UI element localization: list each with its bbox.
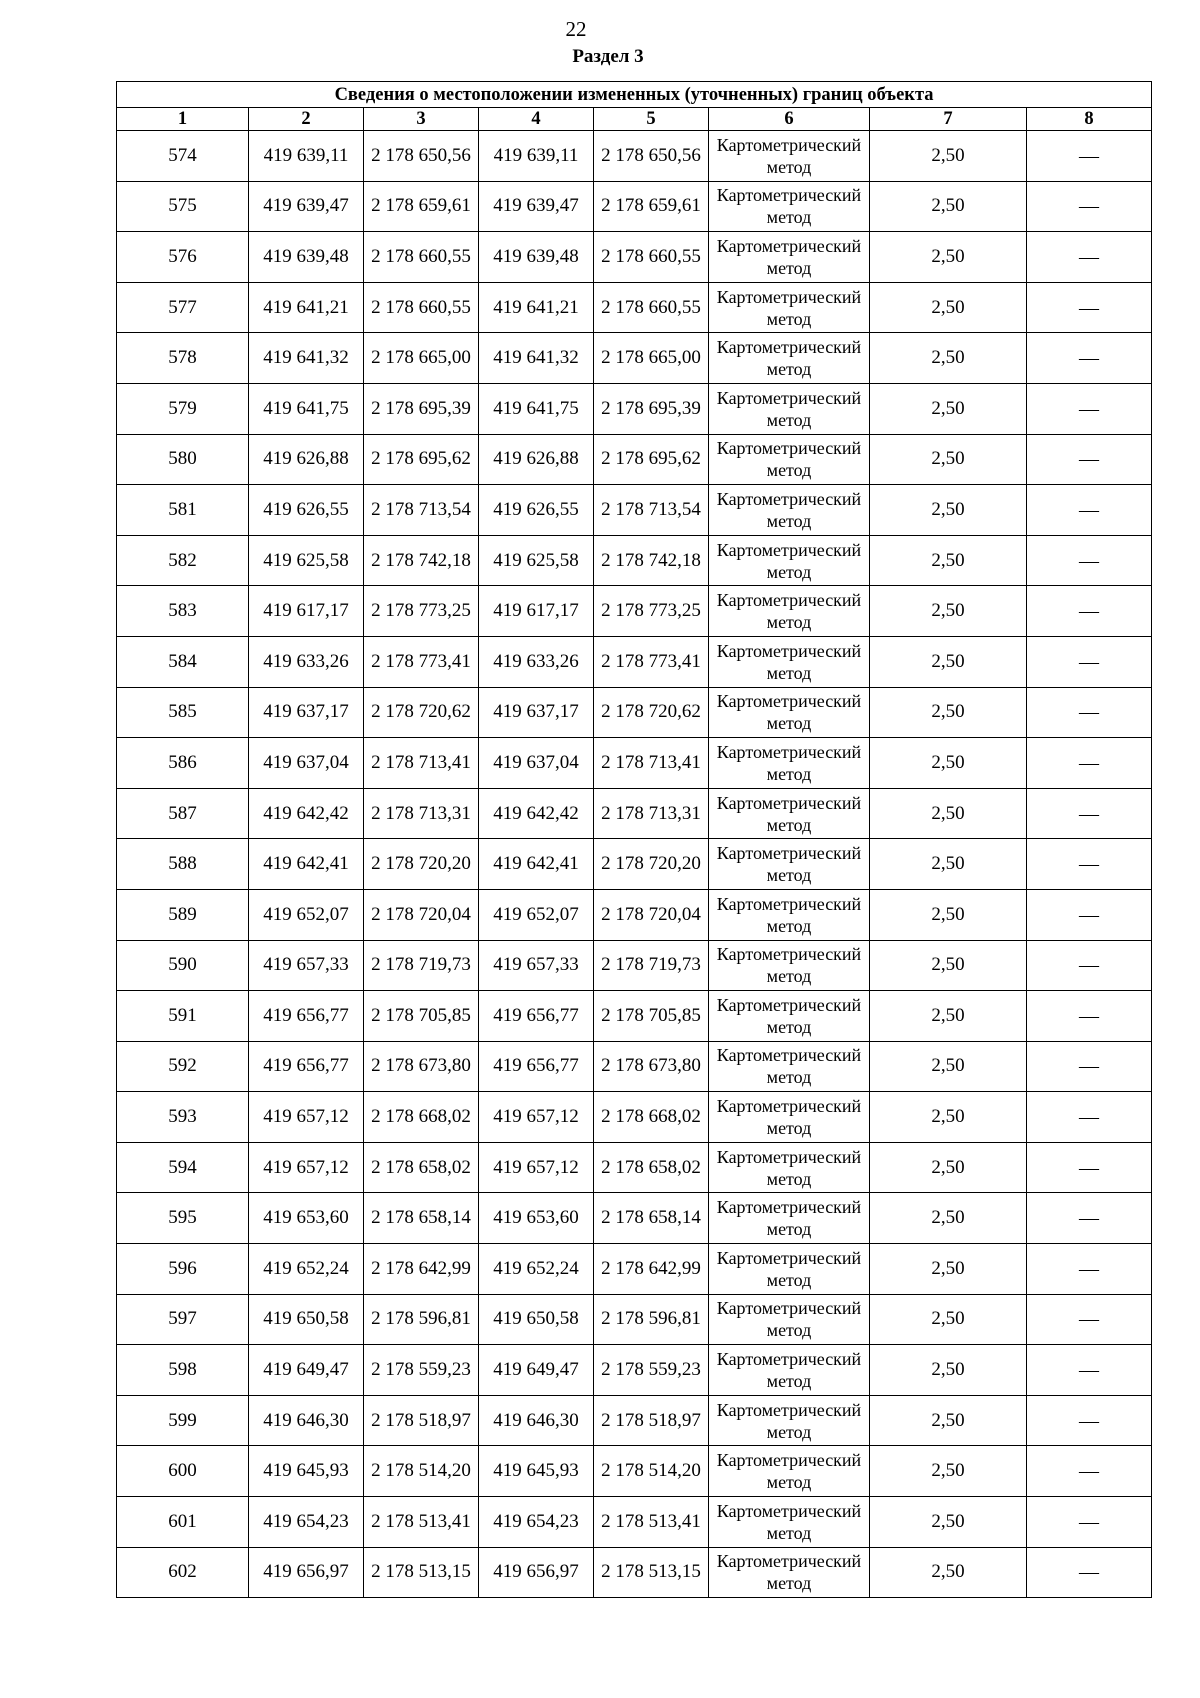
table-row — [117, 181, 1152, 232]
point-number-cell: 583 — [117, 586, 249, 637]
accuracy-cell: 2,50 — [870, 1446, 1027, 1497]
point-number-cell: 597 — [117, 1294, 249, 1345]
method-cell: Картометрический метод — [709, 1041, 870, 1092]
table-row — [117, 889, 1152, 940]
refined-x-cell: 419 656,97 — [479, 1547, 594, 1598]
existing-x-cell: 419 637,04 — [249, 738, 364, 789]
existing-x-cell: 419 649,47 — [249, 1345, 364, 1396]
description-cell: — — [1027, 1092, 1152, 1143]
existing-y-cell: 2 178 659,61 — [364, 181, 479, 232]
accuracy-cell: 2,50 — [870, 1395, 1027, 1446]
column-header: 8 — [1027, 108, 1152, 131]
refined-x-cell: 419 646,30 — [479, 1395, 594, 1446]
refined-y-cell: 2 178 713,54 — [594, 485, 709, 536]
existing-y-cell: 2 178 658,14 — [364, 1193, 479, 1244]
point-number-cell: 575 — [117, 181, 249, 232]
refined-x-cell: 419 645,93 — [479, 1446, 594, 1497]
description-cell: — — [1027, 1244, 1152, 1295]
table-row — [117, 1395, 1152, 1446]
method-cell: Картометрический метод — [709, 282, 870, 333]
description-cell: — — [1027, 940, 1152, 991]
table-row — [117, 1294, 1152, 1345]
point-number-cell: 585 — [117, 687, 249, 738]
accuracy-cell: 2,50 — [870, 991, 1027, 1042]
point-number-cell: 586 — [117, 738, 249, 789]
method-cell: Картометрический метод — [709, 1294, 870, 1345]
method-cell: Картометрический метод — [709, 1193, 870, 1244]
refined-y-cell: 2 178 742,18 — [594, 535, 709, 586]
refined-x-cell: 419 654,23 — [479, 1497, 594, 1548]
refined-y-cell: 2 178 513,41 — [594, 1497, 709, 1548]
refined-x-cell: 419 653,60 — [479, 1193, 594, 1244]
description-cell: — — [1027, 333, 1152, 384]
method-cell: Картометрический метод — [709, 383, 870, 434]
point-number-cell: 591 — [117, 991, 249, 1042]
refined-y-cell: 2 178 660,55 — [594, 282, 709, 333]
description-cell: — — [1027, 1193, 1152, 1244]
description-cell: — — [1027, 434, 1152, 485]
method-cell: Картометрический метод — [709, 1547, 870, 1598]
table-row — [117, 586, 1152, 637]
table-row — [117, 485, 1152, 536]
accuracy-cell: 2,50 — [870, 333, 1027, 384]
accuracy-cell: 2,50 — [870, 788, 1027, 839]
description-cell: — — [1027, 485, 1152, 536]
existing-y-cell: 2 178 713,54 — [364, 485, 479, 536]
method-cell: Картометрический метод — [709, 434, 870, 485]
existing-y-cell: 2 178 658,02 — [364, 1142, 479, 1193]
point-number-cell: 596 — [117, 1244, 249, 1295]
existing-x-cell: 419 656,77 — [249, 1041, 364, 1092]
refined-x-cell: 419 649,47 — [479, 1345, 594, 1396]
table-row — [117, 434, 1152, 485]
refined-x-cell: 419 639,47 — [479, 181, 594, 232]
refined-x-cell: 419 626,55 — [479, 485, 594, 536]
existing-y-cell: 2 178 695,39 — [364, 383, 479, 434]
accuracy-cell: 2,50 — [870, 1497, 1027, 1548]
existing-y-cell: 2 178 773,25 — [364, 586, 479, 637]
method-cell: Картометрический метод — [709, 991, 870, 1042]
method-cell: Картометрический метод — [709, 1244, 870, 1295]
accuracy-cell: 2,50 — [870, 1193, 1027, 1244]
existing-y-cell: 2 178 773,41 — [364, 636, 479, 687]
refined-x-cell: 419 656,77 — [479, 1041, 594, 1092]
existing-x-cell: 419 641,75 — [249, 383, 364, 434]
refined-x-cell: 419 652,24 — [479, 1244, 594, 1295]
refined-y-cell: 2 178 642,99 — [594, 1244, 709, 1295]
description-cell: — — [1027, 181, 1152, 232]
point-number-cell: 580 — [117, 434, 249, 485]
refined-x-cell: 419 652,07 — [479, 889, 594, 940]
description-cell: — — [1027, 232, 1152, 283]
existing-y-cell: 2 178 713,41 — [364, 738, 479, 789]
refined-x-cell: 419 639,48 — [479, 232, 594, 283]
refined-y-cell: 2 178 660,55 — [594, 232, 709, 283]
existing-x-cell: 419 645,93 — [249, 1446, 364, 1497]
existing-y-cell: 2 178 695,62 — [364, 434, 479, 485]
refined-x-cell: 419 657,33 — [479, 940, 594, 991]
existing-y-cell: 2 178 660,55 — [364, 282, 479, 333]
existing-x-cell: 419 654,23 — [249, 1497, 364, 1548]
description-cell: — — [1027, 687, 1152, 738]
refined-y-cell: 2 178 668,02 — [594, 1092, 709, 1143]
description-cell: — — [1027, 383, 1152, 434]
refined-y-cell: 2 178 514,20 — [594, 1446, 709, 1497]
accuracy-cell: 2,50 — [870, 131, 1027, 182]
method-cell: Картометрический метод — [709, 1497, 870, 1548]
refined-y-cell: 2 178 659,61 — [594, 181, 709, 232]
existing-y-cell: 2 178 518,97 — [364, 1395, 479, 1446]
refined-y-cell: 2 178 705,85 — [594, 991, 709, 1042]
existing-x-cell: 419 642,41 — [249, 839, 364, 890]
accuracy-cell: 2,50 — [870, 1345, 1027, 1396]
method-cell: Картометрический метод — [709, 535, 870, 586]
method-cell: Картометрический метод — [709, 181, 870, 232]
column-header: 3 — [364, 108, 479, 131]
accuracy-cell: 2,50 — [870, 687, 1027, 738]
table-header-row — [117, 108, 1152, 131]
existing-y-cell: 2 178 713,31 — [364, 788, 479, 839]
accuracy-cell: 2,50 — [870, 1244, 1027, 1295]
accuracy-cell: 2,50 — [870, 434, 1027, 485]
existing-y-cell: 2 178 742,18 — [364, 535, 479, 586]
refined-y-cell: 2 178 658,14 — [594, 1193, 709, 1244]
point-number-cell: 594 — [117, 1142, 249, 1193]
existing-x-cell: 419 639,47 — [249, 181, 364, 232]
description-cell: — — [1027, 738, 1152, 789]
refined-y-cell: 2 178 518,97 — [594, 1395, 709, 1446]
refined-x-cell: 419 650,58 — [479, 1294, 594, 1345]
method-cell: Картометрический метод — [709, 131, 870, 182]
point-number-cell: 598 — [117, 1345, 249, 1396]
method-cell: Картометрический метод — [709, 839, 870, 890]
accuracy-cell: 2,50 — [870, 535, 1027, 586]
description-cell: — — [1027, 1547, 1152, 1598]
accuracy-cell: 2,50 — [870, 282, 1027, 333]
refined-y-cell: 2 178 658,02 — [594, 1142, 709, 1193]
table-row — [117, 940, 1152, 991]
existing-x-cell: 419 657,33 — [249, 940, 364, 991]
table-row — [117, 333, 1152, 384]
point-number-cell: 593 — [117, 1092, 249, 1143]
table-row — [117, 1193, 1152, 1244]
refined-y-cell: 2 178 713,31 — [594, 788, 709, 839]
refined-x-cell: 419 626,88 — [479, 434, 594, 485]
boundary-coordinates-table — [116, 81, 1152, 1598]
accuracy-cell: 2,50 — [870, 181, 1027, 232]
existing-y-cell: 2 178 705,85 — [364, 991, 479, 1042]
point-number-cell: 587 — [117, 788, 249, 839]
point-number-cell: 577 — [117, 282, 249, 333]
method-cell: Картометрический метод — [709, 1446, 870, 1497]
refined-y-cell: 2 178 720,62 — [594, 687, 709, 738]
refined-y-cell: 2 178 695,39 — [594, 383, 709, 434]
existing-y-cell: 2 178 668,02 — [364, 1092, 479, 1143]
refined-y-cell: 2 178 513,15 — [594, 1547, 709, 1598]
table-caption-row — [117, 82, 1152, 108]
accuracy-cell: 2,50 — [870, 1092, 1027, 1143]
accuracy-cell: 2,50 — [870, 889, 1027, 940]
existing-x-cell: 419 626,88 — [249, 434, 364, 485]
description-cell: — — [1027, 1041, 1152, 1092]
existing-x-cell: 419 639,48 — [249, 232, 364, 283]
table-row — [117, 738, 1152, 789]
refined-x-cell: 419 642,41 — [479, 839, 594, 890]
refined-y-cell: 2 178 596,81 — [594, 1294, 709, 1345]
table-row — [117, 788, 1152, 839]
accuracy-cell: 2,50 — [870, 586, 1027, 637]
column-header: 2 — [249, 108, 364, 131]
description-cell: — — [1027, 1446, 1152, 1497]
description-cell: — — [1027, 636, 1152, 687]
description-cell: — — [1027, 1294, 1152, 1345]
point-number-cell: 592 — [117, 1041, 249, 1092]
existing-y-cell: 2 178 514,20 — [364, 1446, 479, 1497]
column-header: 6 — [709, 108, 870, 131]
table-row — [117, 1547, 1152, 1598]
method-cell: Картометрический метод — [709, 738, 870, 789]
description-cell: — — [1027, 991, 1152, 1042]
existing-x-cell: 419 637,17 — [249, 687, 364, 738]
page-number: 22 — [565, 17, 587, 41]
table-row — [117, 535, 1152, 586]
description-cell: — — [1027, 889, 1152, 940]
existing-x-cell: 419 626,55 — [249, 485, 364, 536]
point-number-cell: 588 — [117, 839, 249, 890]
table-row — [117, 636, 1152, 687]
accuracy-cell: 2,50 — [870, 1041, 1027, 1092]
method-cell: Картометрический метод — [709, 1142, 870, 1193]
point-number-cell: 595 — [117, 1193, 249, 1244]
refined-x-cell: 419 656,77 — [479, 991, 594, 1042]
table-row — [117, 1345, 1152, 1396]
existing-x-cell: 419 633,26 — [249, 636, 364, 687]
description-cell: — — [1027, 1395, 1152, 1446]
method-cell: Картометрический метод — [709, 1092, 870, 1143]
accuracy-cell: 2,50 — [870, 232, 1027, 283]
description-cell: — — [1027, 131, 1152, 182]
description-cell: — — [1027, 535, 1152, 586]
table-row — [117, 1092, 1152, 1143]
existing-y-cell: 2 178 650,56 — [364, 131, 479, 182]
table-row — [117, 991, 1152, 1042]
method-cell: Картометрический метод — [709, 788, 870, 839]
existing-x-cell: 419 653,60 — [249, 1193, 364, 1244]
refined-y-cell: 2 178 695,62 — [594, 434, 709, 485]
point-number-cell: 578 — [117, 333, 249, 384]
refined-y-cell: 2 178 720,04 — [594, 889, 709, 940]
column-header: 4 — [479, 108, 594, 131]
table-body — [117, 82, 1152, 1598]
refined-y-cell: 2 178 559,23 — [594, 1345, 709, 1396]
method-cell: Картометрический метод — [709, 232, 870, 283]
existing-y-cell: 2 178 665,00 — [364, 333, 479, 384]
refined-x-cell: 419 637,04 — [479, 738, 594, 789]
existing-y-cell: 2 178 720,04 — [364, 889, 479, 940]
refined-y-cell: 2 178 773,25 — [594, 586, 709, 637]
existing-y-cell: 2 178 660,55 — [364, 232, 479, 283]
existing-x-cell: 419 646,30 — [249, 1395, 364, 1446]
accuracy-cell: 2,50 — [870, 940, 1027, 991]
description-cell: — — [1027, 1497, 1152, 1548]
existing-y-cell: 2 178 719,73 — [364, 940, 479, 991]
refined-x-cell: 419 641,75 — [479, 383, 594, 434]
existing-y-cell: 2 178 720,20 — [364, 839, 479, 890]
description-cell: — — [1027, 1142, 1152, 1193]
existing-y-cell: 2 178 673,80 — [364, 1041, 479, 1092]
table-caption: Сведения о местоположении измененных (уточненных) границ объекта — [117, 82, 1152, 108]
refined-y-cell: 2 178 720,20 — [594, 839, 709, 890]
point-number-cell: 602 — [117, 1547, 249, 1598]
table-row — [117, 839, 1152, 890]
method-cell: Картометрический метод — [709, 485, 870, 536]
table-row — [117, 131, 1152, 182]
method-cell: Картометрический метод — [709, 940, 870, 991]
table-row — [117, 1446, 1152, 1497]
existing-x-cell: 419 656,97 — [249, 1547, 364, 1598]
existing-x-cell: 419 657,12 — [249, 1092, 364, 1143]
table-row — [117, 1142, 1152, 1193]
point-number-cell: 576 — [117, 232, 249, 283]
refined-x-cell: 419 633,26 — [479, 636, 594, 687]
existing-y-cell: 2 178 559,23 — [364, 1345, 479, 1396]
existing-x-cell: 419 642,42 — [249, 788, 364, 839]
point-number-cell: 581 — [117, 485, 249, 536]
refined-x-cell: 419 641,21 — [479, 282, 594, 333]
existing-x-cell: 419 650,58 — [249, 1294, 364, 1345]
existing-x-cell: 419 652,07 — [249, 889, 364, 940]
table-row — [117, 687, 1152, 738]
existing-y-cell: 2 178 596,81 — [364, 1294, 479, 1345]
existing-y-cell: 2 178 720,62 — [364, 687, 479, 738]
refined-y-cell: 2 178 650,56 — [594, 131, 709, 182]
method-cell: Картометрический метод — [709, 636, 870, 687]
refined-x-cell: 419 639,11 — [479, 131, 594, 182]
existing-x-cell: 419 641,21 — [249, 282, 364, 333]
accuracy-cell: 2,50 — [870, 485, 1027, 536]
existing-x-cell: 419 641,32 — [249, 333, 364, 384]
point-number-cell: 574 — [117, 131, 249, 182]
existing-x-cell: 419 657,12 — [249, 1142, 364, 1193]
refined-x-cell: 419 625,58 — [479, 535, 594, 586]
description-cell: — — [1027, 282, 1152, 333]
point-number-cell: 582 — [117, 535, 249, 586]
table-row — [117, 1041, 1152, 1092]
table-row — [117, 383, 1152, 434]
refined-y-cell: 2 178 665,00 — [594, 333, 709, 384]
method-cell: Картометрический метод — [709, 889, 870, 940]
table-row — [117, 1244, 1152, 1295]
method-cell: Картометрический метод — [709, 586, 870, 637]
method-cell: Картометрический метод — [709, 333, 870, 384]
existing-y-cell: 2 178 513,41 — [364, 1497, 479, 1548]
refined-y-cell: 2 178 719,73 — [594, 940, 709, 991]
point-number-cell: 584 — [117, 636, 249, 687]
method-cell: Картометрический метод — [709, 1345, 870, 1396]
method-cell: Картометрический метод — [709, 1395, 870, 1446]
refined-y-cell: 2 178 773,41 — [594, 636, 709, 687]
point-number-cell: 599 — [117, 1395, 249, 1446]
accuracy-cell: 2,50 — [870, 383, 1027, 434]
refined-x-cell: 419 637,17 — [479, 687, 594, 738]
description-cell: — — [1027, 788, 1152, 839]
refined-x-cell: 419 642,42 — [479, 788, 594, 839]
existing-x-cell: 419 617,17 — [249, 586, 364, 637]
point-number-cell: 600 — [117, 1446, 249, 1497]
existing-x-cell: 419 625,58 — [249, 535, 364, 586]
column-header: 5 — [594, 108, 709, 131]
refined-x-cell: 419 641,32 — [479, 333, 594, 384]
existing-y-cell: 2 178 513,15 — [364, 1547, 479, 1598]
existing-x-cell: 419 656,77 — [249, 991, 364, 1042]
description-cell: — — [1027, 839, 1152, 890]
column-header: 7 — [870, 108, 1027, 131]
description-cell: — — [1027, 586, 1152, 637]
column-header: 1 — [117, 108, 249, 131]
point-number-cell: 601 — [117, 1497, 249, 1548]
accuracy-cell: 2,50 — [870, 839, 1027, 890]
description-cell: — — [1027, 1345, 1152, 1396]
refined-y-cell: 2 178 713,41 — [594, 738, 709, 789]
point-number-cell: 579 — [117, 383, 249, 434]
refined-x-cell: 419 617,17 — [479, 586, 594, 637]
accuracy-cell: 2,50 — [870, 1142, 1027, 1193]
existing-x-cell: 419 652,24 — [249, 1244, 364, 1295]
refined-x-cell: 419 657,12 — [479, 1142, 594, 1193]
accuracy-cell: 2,50 — [870, 1294, 1027, 1345]
refined-y-cell: 2 178 673,80 — [594, 1041, 709, 1092]
accuracy-cell: 2,50 — [870, 636, 1027, 687]
point-number-cell: 589 — [117, 889, 249, 940]
table-row — [117, 1497, 1152, 1548]
point-number-cell: 590 — [117, 940, 249, 991]
table-row — [117, 282, 1152, 333]
existing-x-cell: 419 639,11 — [249, 131, 364, 182]
accuracy-cell: 2,50 — [870, 1547, 1027, 1598]
accuracy-cell: 2,50 — [870, 738, 1027, 789]
refined-x-cell: 419 657,12 — [479, 1092, 594, 1143]
existing-y-cell: 2 178 642,99 — [364, 1244, 479, 1295]
method-cell: Картометрический метод — [709, 687, 870, 738]
table-row — [117, 232, 1152, 283]
section-title: Раздел 3 — [572, 46, 644, 67]
